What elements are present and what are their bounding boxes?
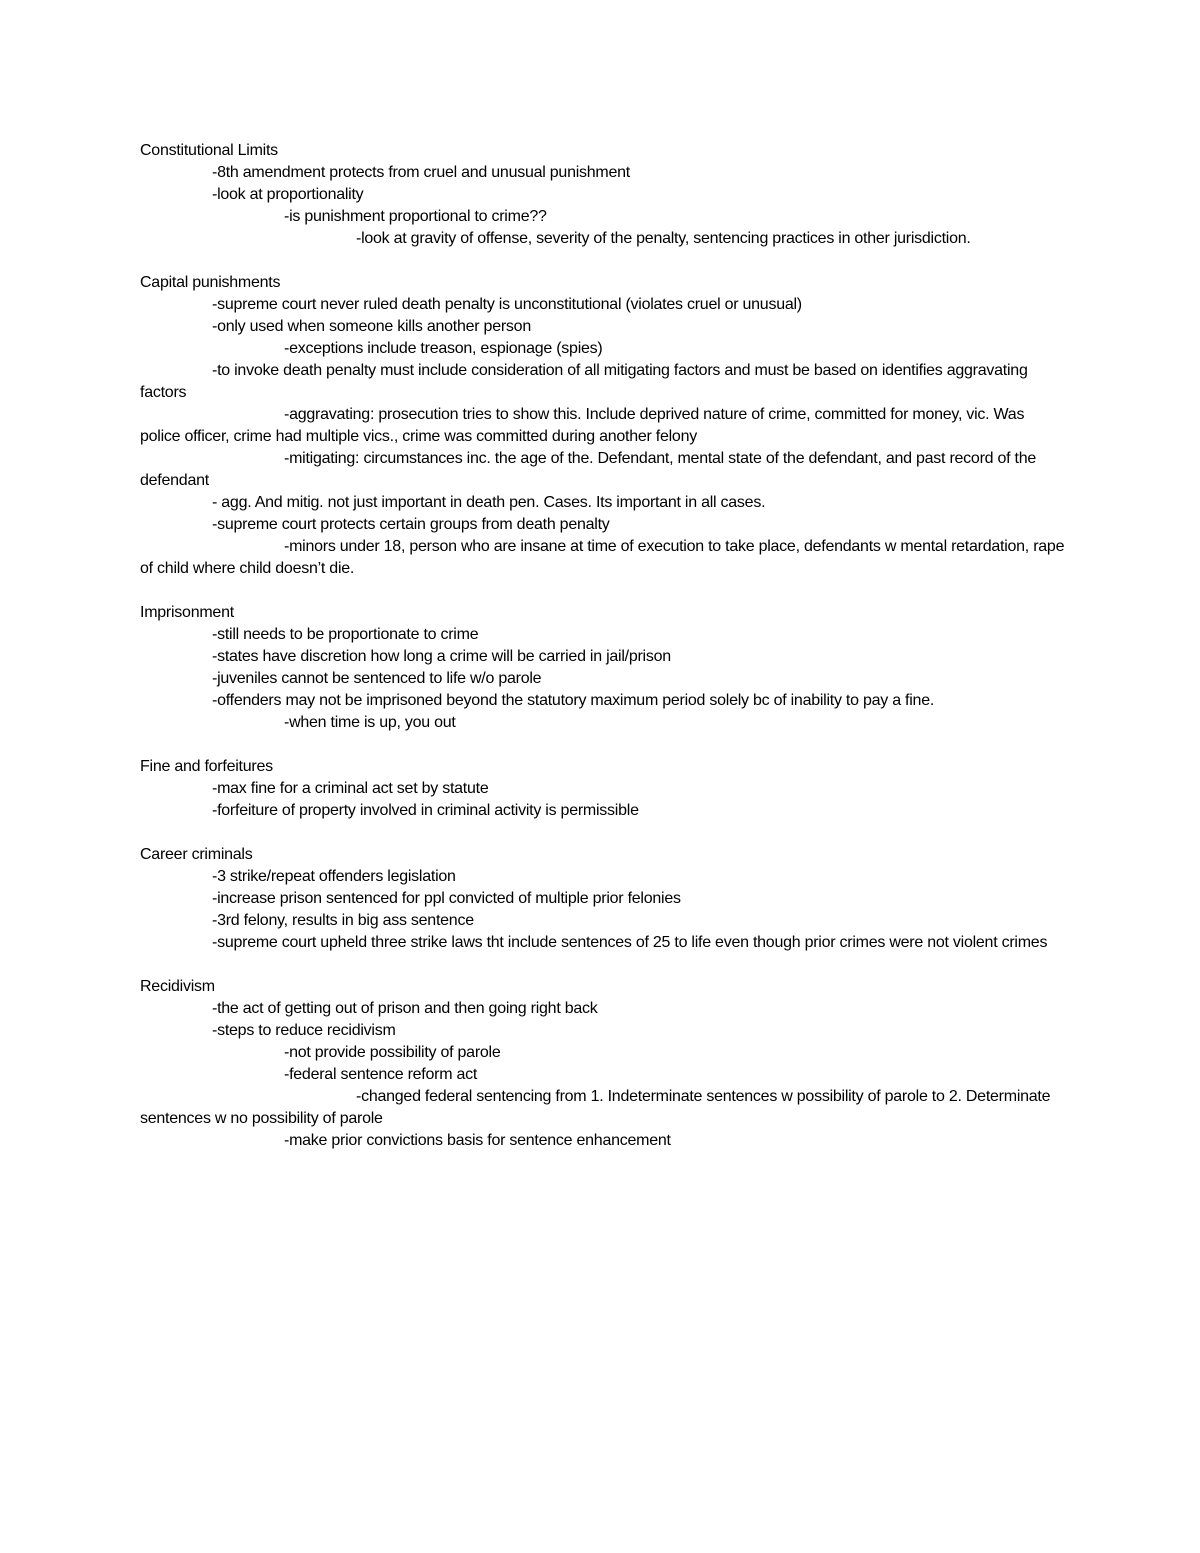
note-line: -supreme court protects certain groups from death penalty: [212, 516, 610, 533]
note-line: - agg. And mitig. not just important in death pen. Cases. Its important in all cases.: [212, 494, 766, 511]
section-heading: Fine and forfeitures: [140, 758, 273, 775]
note-line: -make prior convictions basis for sentence enhancement: [284, 1132, 671, 1149]
note-line: -states have discretion how long a crime will be carried in jail/prison: [212, 648, 671, 665]
note-line: -juveniles cannot be sentenced to life w/o parole: [212, 670, 542, 687]
note-line: -federal sentence reform act: [284, 1066, 478, 1083]
section-heading: Career criminals: [140, 846, 253, 863]
section-heading: Constitutional Limits: [140, 142, 278, 159]
note-line: -minors under 18, person who are insane at time of execution to take place, defendants w mental retardation, rape of child where child doesn’t die.: [140, 538, 1065, 577]
note-line: -increase prison sentenced for ppl convicted of multiple prior felonies: [212, 890, 681, 907]
note-line: -forfeiture of property involved in criminal activity is permissible: [212, 802, 639, 819]
section: [140, 140, 1065, 250]
note-line: -supreme court upheld three strike laws tht include sentences of 25 to life even though prior crimes were not violent crimes: [212, 934, 1048, 951]
note-line: -exceptions include treason, espionage (spies): [284, 340, 603, 357]
note-line: -max fine for a criminal act set by statute: [212, 780, 489, 797]
note-line: -not provide possibility of parole: [284, 1044, 501, 1061]
document-body: [140, 140, 1065, 1174]
note-line: -mitigating: circumstances inc. the age of the. Defendant, mental state of the defendant, and past record of the defendant: [140, 450, 1037, 489]
note-line: -changed federal sentencing from 1. Indeterminate sentences w possibility of parole to 2. Determinate sentences w no possibility of parole: [140, 1088, 1051, 1127]
note-line: -3rd felony, results in big ass sentence: [212, 912, 474, 929]
section: [140, 844, 1065, 954]
section-heading: Imprisonment: [140, 604, 234, 621]
note-line: -only used when someone kills another person: [212, 318, 531, 335]
note-line: -steps to reduce recidivism: [212, 1022, 396, 1039]
note-line: -is punishment proportional to crime??: [284, 208, 547, 225]
note-line: -8th amendment protects from cruel and unusual punishment: [212, 164, 630, 181]
section: [140, 976, 1065, 1152]
note-line: -look at proportionality: [212, 186, 364, 203]
note-line: -supreme court never ruled death penalty is unconstitutional (violates cruel or unusual): [212, 296, 802, 313]
note-line: -aggravating: prosecution tries to show this. Include deprived nature of crime, committed for money, vic. Was police officer, crime had multiple vics., crime was committed during another felony: [140, 406, 1025, 445]
note-line: -offenders may not be imprisoned beyond the statutory maximum period solely bc of inability to pay a fine.: [212, 692, 935, 709]
section: [140, 602, 1065, 734]
note-line: -when time is up, you out: [284, 714, 456, 731]
section: [140, 756, 1065, 822]
section-heading: Capital punishments: [140, 274, 281, 291]
note-line: -to invoke death penalty must include consideration of all mitigating factors and must be based on identifies aggravating factors: [140, 362, 1028, 401]
note-line: -still needs to be proportionate to crime: [212, 626, 479, 643]
section-heading: Recidivism: [140, 978, 215, 995]
section: [140, 272, 1065, 580]
note-line: -look at gravity of offense, severity of the penalty, sentencing practices in other jurisdiction.: [356, 230, 971, 247]
note-line: -the act of getting out of prison and then going right back: [212, 1000, 598, 1017]
note-line: -3 strike/repeat offenders legislation: [212, 868, 456, 885]
